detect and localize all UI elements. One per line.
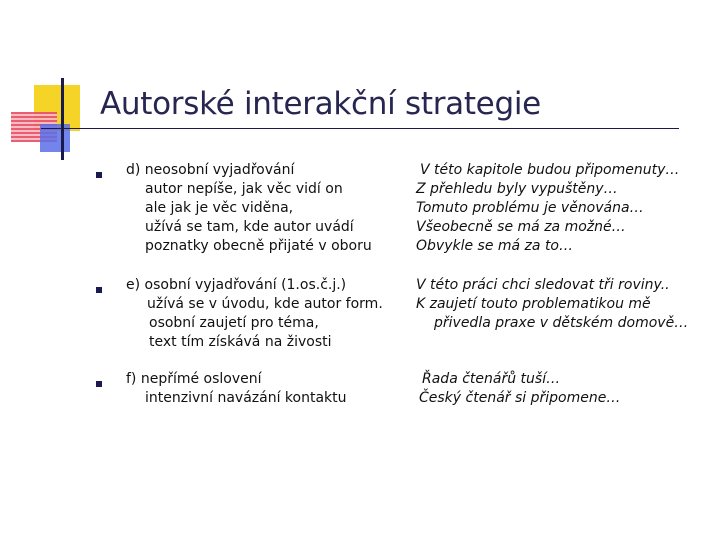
list-item-left [126,161,372,256]
item-text-line: užívá se v úvodu, kde autor form. [147,296,383,312]
bullet-icon [96,172,102,178]
item-text-line: poznatky obecně přijaté v oboru [145,238,372,254]
example-text-line: Všeobecně se má za možné… [416,219,626,235]
list-item-right [416,161,679,256]
list-item-right [416,276,688,333]
example-text-line: Obvykle se má za to… [416,238,573,254]
bullet-icon [96,381,102,387]
example-text-line: Z přehledu byly vypuštěny… [416,181,618,197]
item-text-line: d) neosobní vyjadřování [126,162,295,178]
example-text-line: V této práci chci sledovat tři roviny.. [416,277,670,293]
example-text-line: Český čtenář si připomene… [419,390,621,406]
item-text-line: užívá se tam, kde autor uvádí [145,219,354,235]
item-text-line: intenzivní navázání kontaktu [145,390,347,406]
example-text-line: Řada čtenářů tuší… [422,371,561,387]
item-text-line: f) nepřímé oslovení [126,371,262,387]
item-text-line: text tím získává na živosti [149,334,332,350]
example-text-line: přivedla praxe v dětském domově… [434,315,689,331]
example-text-line: V této kapitole budou připomenuty… [420,162,680,178]
bullet-icon [96,287,102,293]
list-item-left [126,370,347,408]
example-text-line: K zaujetí touto problematikou mě [416,296,651,312]
decor-vertical-line [61,78,64,160]
title-underline [41,128,679,129]
slide-title: Autorské interakční strategie [100,86,541,122]
list-item-left [126,276,383,352]
list-item-right [416,370,620,408]
item-text-line: autor nepíše, jak věc vidí on [145,181,343,197]
item-text-line: e) osobní vyjadřování (1.os.č.j.) [126,277,347,293]
item-text-line: ale jak je věc viděna, [145,200,294,216]
item-text-line: osobní zaujetí pro téma, [149,315,319,331]
example-text-line: Tomuto problému je věnována… [416,200,644,216]
